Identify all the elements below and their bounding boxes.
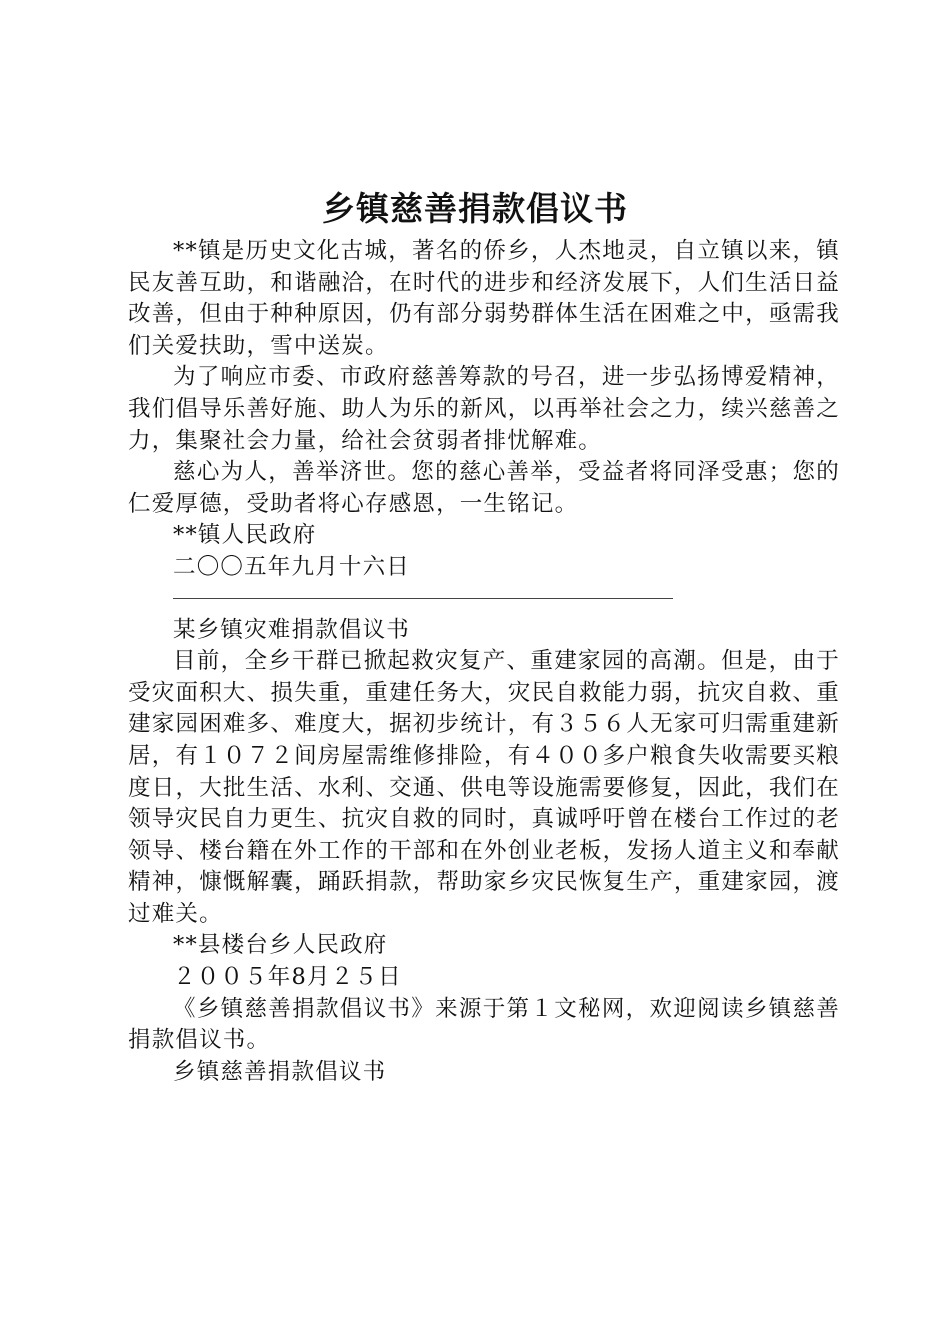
paragraph-closing: 慈心为人，善举济世。您的慈心善举，受益者将同泽受惠；您的仁爱厚德，受助者将心存感恩，一生铭记。 <box>128 459 840 517</box>
second-signature-government: **县楼台乡人民政府 <box>173 932 388 959</box>
second-paragraph-body: 目前，全乡干群已掀起救灾复产、重建家园的高潮。但是，由于受灾面积大、损失重，重建任务大，灾民自救能力弱，抗灾自救、重建家园困难多、难度大，据初步统计，有３５６人无家可归需重建新居，有１０７２间房屋需维修排险，有４００多户粮食失收需要买粮度日，大批生活、水利、交通、供电等设施需要修复，因此，我们在领导灾民自力更生、抗灾自救的同时，真诚呼吁曾在楼台工作过的老领导、楼台籍在外工作的干部和在外创业老板，发扬人道主义和奉献精神，慷慨解囊，踊跃捐款，帮助家乡灾民恢复生产，重建家园，渡过难关。 <box>128 648 840 927</box>
source-note: 《乡镇慈善捐款倡议书》来源于第１文秘网，欢迎阅读乡镇慈善捐款倡议书。 <box>128 995 840 1054</box>
page-title: 乡镇慈善捐款倡议书 <box>322 189 628 228</box>
trailing-title: 乡镇慈善捐款倡议书 <box>173 1058 387 1085</box>
document-body <box>128 236 840 1088</box>
signature-government: **镇人民政府 <box>173 522 317 549</box>
paragraph-intro: **镇是历史文化古城，著名的侨乡，人杰地灵，自立镇以来，镇民友善互助，和谐融洽，在时代的进步和经济发展下，人们生活日益改善，但由于种种原因，仍有部分弱势群体生活在困难之中，亟需我们关爱扶助，雪中送炭。 <box>128 238 840 359</box>
second-signature-date: ２００５年8月２５日 <box>173 964 402 991</box>
separator-line <box>173 598 673 599</box>
second-heading: 某乡镇灾难捐款倡议书 <box>173 616 411 643</box>
paragraph-call: 为了响应市委、市政府慈善筹款的号召，进一步弘扬博爱精神，我们倡导乐善好施、助人为乐的新风，以再举社会之力，续兴慈善之力，集聚社会力量，给社会贫弱者排忧解难。 <box>128 364 840 454</box>
signature-date: 二〇〇五年九月十六日 <box>173 553 411 580</box>
